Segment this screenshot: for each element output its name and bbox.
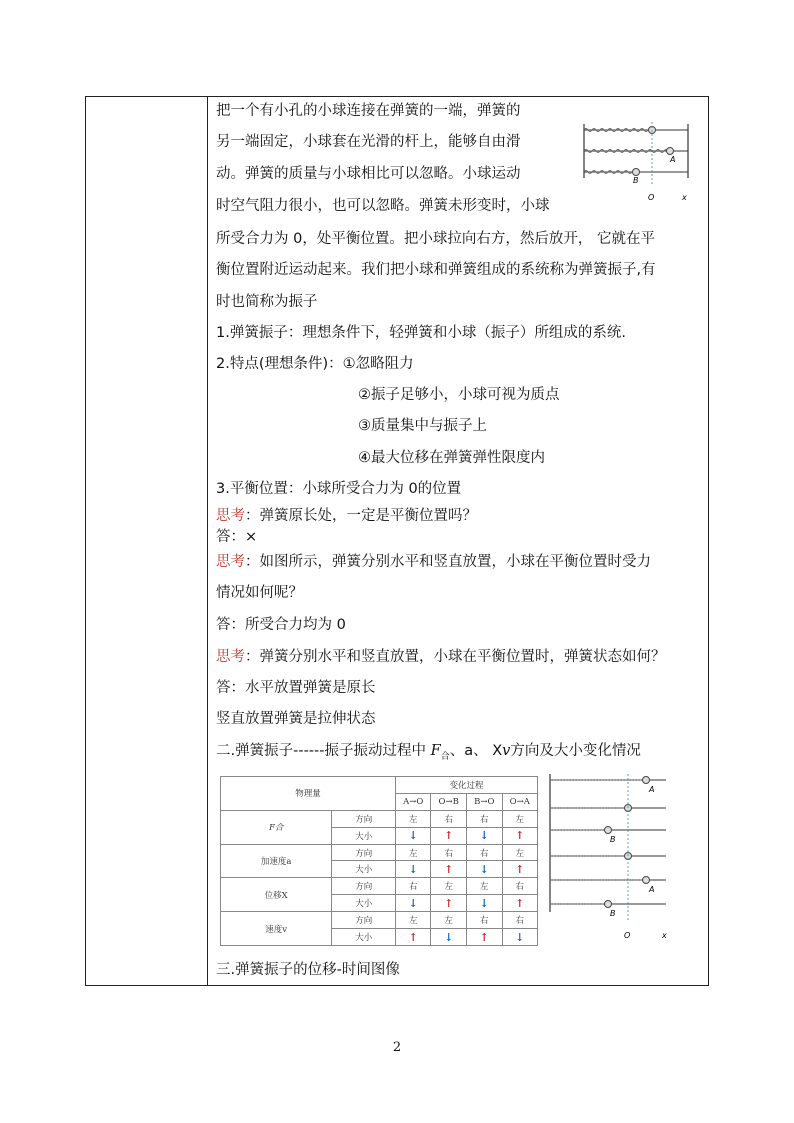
spring-positions-figure <box>546 772 672 942</box>
page-number: 2 <box>392 1040 402 1055</box>
size-arrow: ↑ <box>466 929 502 946</box>
figure-2-label-b: B <box>610 835 616 844</box>
section-3-heading: 三.弹簧振子的位移-时间图像 <box>216 962 400 978</box>
answer-3b: 竖直放置弹簧是拉伸状态 <box>216 711 376 727</box>
intro-line-4: 时空气阻力很小，也可以忽略。弹簧未形变时，小球 <box>216 198 550 214</box>
figure-label-x: x <box>682 193 687 202</box>
figure-2-label-a: A <box>649 785 655 794</box>
dir-cell: 左 <box>502 810 537 827</box>
intro-line-2: 另一端固定，小球套在光滑的杆上，能够自由滑 <box>216 134 521 150</box>
intro-line-6: 衡位置附近运动起来。我们把小球和弹簧组成的系统称为弹簧振子,有 <box>216 262 656 278</box>
quantity-name: 加速度a <box>221 844 332 878</box>
size-arrow: ↑ <box>431 895 467 912</box>
section-2-suffix-2: 方向及大小变化情况 <box>510 743 641 759</box>
figure-label-b: B <box>633 176 639 185</box>
answer-3: 答：水平放置弹簧是原长 <box>216 680 376 696</box>
size-arrow: ↑ <box>396 929 431 946</box>
process-header: B→O <box>466 793 502 810</box>
row-direction-label: 方向 <box>332 844 396 861</box>
size-arrow: ↓ <box>466 861 502 878</box>
size-arrow: ↑ <box>502 861 537 878</box>
size-arrow: ↓ <box>431 929 467 946</box>
f-symbol: F <box>430 743 441 759</box>
row-direction-label: 方向 <box>332 810 396 827</box>
header-process: 变化过程 <box>396 777 538 794</box>
dir-cell: 右 <box>431 844 467 861</box>
size-arrow: ↓ <box>466 895 502 912</box>
size-arrow: ↓ <box>502 929 537 946</box>
v-symbol: v <box>502 743 511 759</box>
row-direction-label: 方向 <box>332 878 396 895</box>
figure-2-label-a: A <box>649 885 655 894</box>
question-3-text: ：弹簧分别水平和竖直放置，小球在平衡位置时，弹簧状态如何？ <box>245 649 666 665</box>
figure-2-label-b: B <box>610 909 616 918</box>
dir-cell: 左 <box>396 810 431 827</box>
intro-line-3: 动。弹簧的质量与小球相比可以忽略。小球运动 <box>216 166 521 182</box>
question-3 <box>216 647 666 667</box>
figure-label-o: O <box>648 193 655 202</box>
process-header: O→B <box>431 793 467 810</box>
dir-cell: 右 <box>466 844 502 861</box>
figure-2-label-o: O <box>624 931 631 940</box>
intro-line-1: 把一个有小孔的小球连接在弹簧的一端，弹簧的 <box>216 103 521 119</box>
row-size-label: 大小 <box>332 861 396 878</box>
row-size-label: 大小 <box>332 895 396 912</box>
spring-oscillator-figure <box>578 118 698 204</box>
point-2c: ③质量集中与振子上 <box>358 418 487 434</box>
section-2-prefix: 二.弹簧振子------振子振动过程中 <box>216 743 427 759</box>
question-2-text: ：如图所示，弹簧分别水平和竖直放置，小球在平衡位置时受力 <box>245 554 651 570</box>
question-1-text: ：弹簧原长处，一定是平衡位置吗？ <box>245 508 477 524</box>
question-3-label: 思考 <box>216 649 245 665</box>
size-arrow: ↑ <box>431 827 467 844</box>
dir-cell: 右 <box>502 912 537 929</box>
header-quantity: 物理量 <box>221 777 396 811</box>
point-2d: ④最大位移在弹簧弹性限度内 <box>358 450 545 466</box>
dir-cell: 右 <box>502 878 537 895</box>
size-arrow: ↓ <box>396 827 431 844</box>
point-2: 2.特点(理想条件)：①忽略阻力 <box>216 356 414 372</box>
size-arrow: ↑ <box>502 895 537 912</box>
process-header: O→A <box>502 793 537 810</box>
question-2-cont: 情况如何呢？ <box>216 585 303 601</box>
size-arrow: ↑ <box>502 827 537 844</box>
point-1: 1.弹簧振子：理想条件下，轻弹簧和小球（振子）所组成的系统. <box>216 325 626 341</box>
dir-cell: 右 <box>466 912 502 929</box>
figure-label-a: A <box>670 155 676 164</box>
dir-cell: 左 <box>431 912 467 929</box>
dir-cell: 左 <box>396 912 431 929</box>
row-size-label: 大小 <box>332 929 396 946</box>
table-column-divider <box>207 96 208 986</box>
quantity-name: 位移X <box>221 878 332 912</box>
quantity-name: 速度v <box>221 912 332 946</box>
size-arrow: ↓ <box>466 827 502 844</box>
dir-cell: 左 <box>502 844 537 861</box>
question-2-label: 思考 <box>216 554 245 570</box>
intro-line-5: 所受合力为 0，处平衡位置。把小球拉向右方，然后放开， 它就在平 <box>216 231 655 247</box>
answer-2: 答：所受合力均为 0 <box>216 617 346 633</box>
dir-cell: 右 <box>466 810 502 827</box>
size-arrow: ↓ <box>396 895 431 912</box>
dir-cell: 右 <box>396 878 431 895</box>
figure-2-label-x: x <box>662 931 667 940</box>
dir-cell: 左 <box>396 844 431 861</box>
answer-1: 答：× <box>216 529 258 545</box>
question-1 <box>216 506 477 526</box>
intro-line-7: 时也简称为振子 <box>216 294 318 310</box>
row-size-label: 大小 <box>332 827 396 844</box>
size-arrow: ↓ <box>396 861 431 878</box>
section-2-suffix: 、a、 X <box>449 743 503 759</box>
point-2b: ②振子足够小，小球可视为质点 <box>358 387 560 403</box>
process-header: A→O <box>396 793 431 810</box>
dir-cell: 右 <box>431 810 467 827</box>
size-arrow: ↑ <box>431 861 467 878</box>
dir-cell: 左 <box>431 878 467 895</box>
section-2-heading <box>216 741 641 767</box>
oscillation-table <box>220 776 538 946</box>
question-1-label: 思考 <box>216 508 245 524</box>
quantity-name: F合 <box>221 810 332 844</box>
f-subscript: 合 <box>440 751 450 762</box>
row-direction-label: 方向 <box>332 912 396 929</box>
point-3: 3.平衡位置：小球所受合力为 0的位置 <box>216 481 462 497</box>
question-2 <box>216 552 651 572</box>
dir-cell: 左 <box>466 878 502 895</box>
